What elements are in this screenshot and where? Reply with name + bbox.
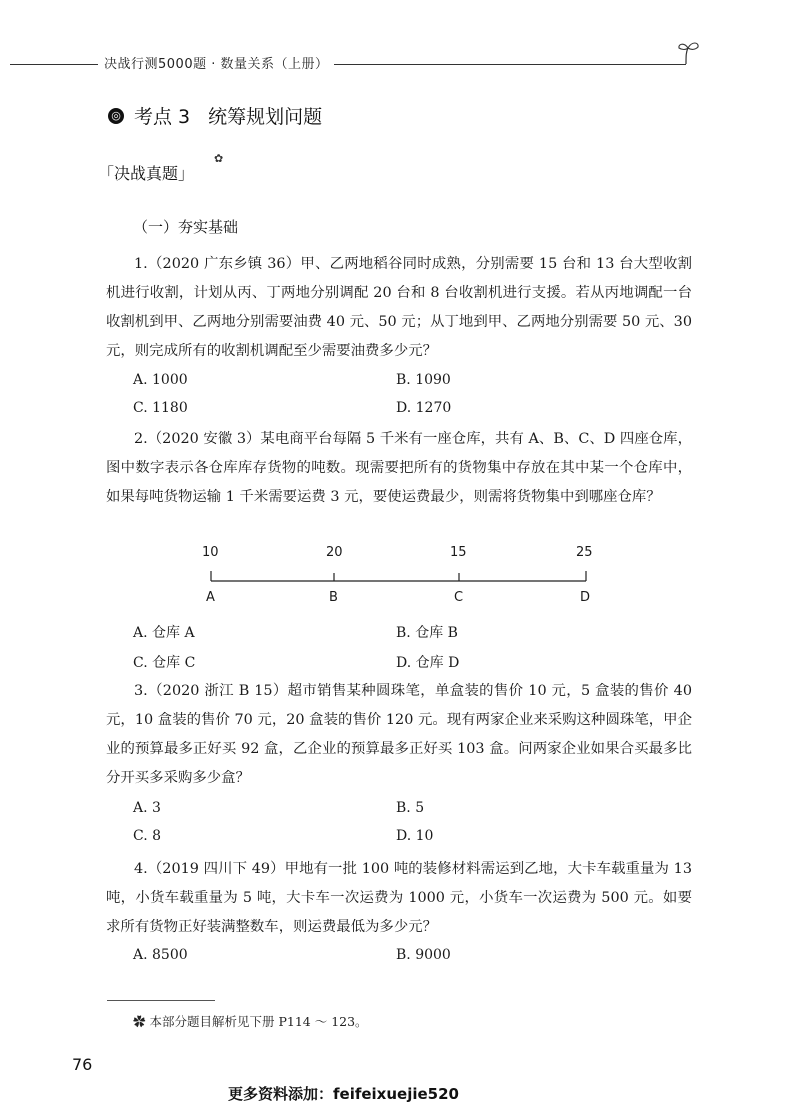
- warehouse-d-label: D: [580, 590, 591, 605]
- warehouse-d-tons: 25: [576, 545, 593, 560]
- running-header: 决战行测5000题 · 数量关系（上册）: [104, 57, 329, 72]
- question-3-option-c: C. 8: [133, 828, 162, 844]
- section-heading: [108, 102, 322, 129]
- question-1-option-a: A. 1000: [133, 372, 188, 388]
- footnote-rule: [107, 1000, 215, 1001]
- warehouse-a-label: A: [206, 590, 215, 605]
- question-4-stem: 4.（2019 四川下 49）甲地有一批 100 吨的装修材料需运到乙地，大卡车载重量为 13 吨，小货车载重量为 5 吨，大卡车一次运费为 1000 元，小货车一次运费为 500 元。如要求所有货物正好装满整数车，则运费最低为多少元？: [106, 861, 692, 935]
- question-3-option-a: A. 3: [133, 800, 161, 816]
- question-2-stem: 2.（2020 安徽 3）某电商平台每隔 5 千米有一座仓库，共有 A、B、C、D 四座仓库，图中数字表示各仓库库存货物的吨数。现需要把所有的货物集中存放在其中某一个仓库中，如果每吨货物运输 1 千米需要运费 3 元，要使运费最少，则需将货物集中到哪座仓库？: [106, 431, 692, 505]
- warehouse-c-tons: 15: [450, 545, 467, 560]
- section-name: 统筹规划问题: [208, 106, 323, 128]
- warehouse-b-tons: 20: [326, 545, 343, 560]
- question-4-option-a: A. 8500: [133, 947, 188, 963]
- warehouse-c-label: C: [454, 590, 464, 605]
- warehouse-a-tons: 10: [202, 545, 219, 560]
- footnote: [133, 1012, 368, 1030]
- question-3-option-b: B. 5: [396, 800, 425, 816]
- bottom-note: 更多资料添加：feifeixuejie520: [228, 1085, 459, 1103]
- question-2-option-a: A. 仓库 A: [133, 625, 195, 641]
- question-3-stem: 3.（2020 浙江 B 15）超市销售某种圆珠笔，单盒装的售价 10 元，5 盒装的售价 40 元，10 盒装的售价 70 元，20 盒装的售价 120 元。现有两家企业来采购这种圆珠笔，甲企业的预算最多正好买 92 盒，乙企业的预算最多正好买 103 盒。问两家企业如果合买最多比分开买多采购多少盒？: [106, 683, 692, 786]
- question-1-stem: 1.（2020 广东乡镇 36）甲、乙两地稻谷同时成熟，分别需要 15 台和 13 台大型收割机进行收割，计划从丙、丁两地分别调配 20 台和 8 台收割机进行支援。若从丙地调配一台收割机到甲、乙两地分别需要油费 40 元、50 元；从丁地到甲、乙两地分别需要 50 元、30 元，则完成所有的收割机调配至少需要油费多少元？: [106, 256, 692, 359]
- question-2-option-c: C. 仓库 C: [133, 655, 196, 671]
- question-1-option-c: C. 1180: [133, 400, 188, 416]
- header-rule-left: [10, 64, 98, 65]
- question-2-option-b: B. 仓库 B: [396, 625, 458, 641]
- page-number: 76: [72, 1055, 93, 1074]
- header-rule-right: [334, 64, 686, 65]
- warehouse-diagram: [190, 545, 610, 610]
- box-title: 「决战真题」: [98, 164, 195, 183]
- footnote-text: 本部分题目解析见下册 P114 ～ 123。: [149, 1014, 368, 1029]
- question-2-option-d: D. 仓库 D: [396, 655, 460, 671]
- warehouse-line: [190, 567, 610, 587]
- sprout-icon: [676, 38, 702, 66]
- question-1-option-b: B. 1090: [396, 372, 451, 388]
- question-4-option-b: B. 9000: [396, 947, 451, 963]
- sub-title: （一）夯实基础: [133, 218, 239, 236]
- section-number: 考点 3: [134, 106, 191, 128]
- question-1-option-d: D. 1270: [396, 400, 452, 416]
- warehouse-b-label: B: [329, 590, 338, 605]
- flower-icon: ✿: [214, 152, 224, 165]
- flower-icon: ✿: [133, 1014, 146, 1029]
- target-icon: ◎: [108, 108, 124, 124]
- question-3-option-d: D. 10: [396, 828, 434, 844]
